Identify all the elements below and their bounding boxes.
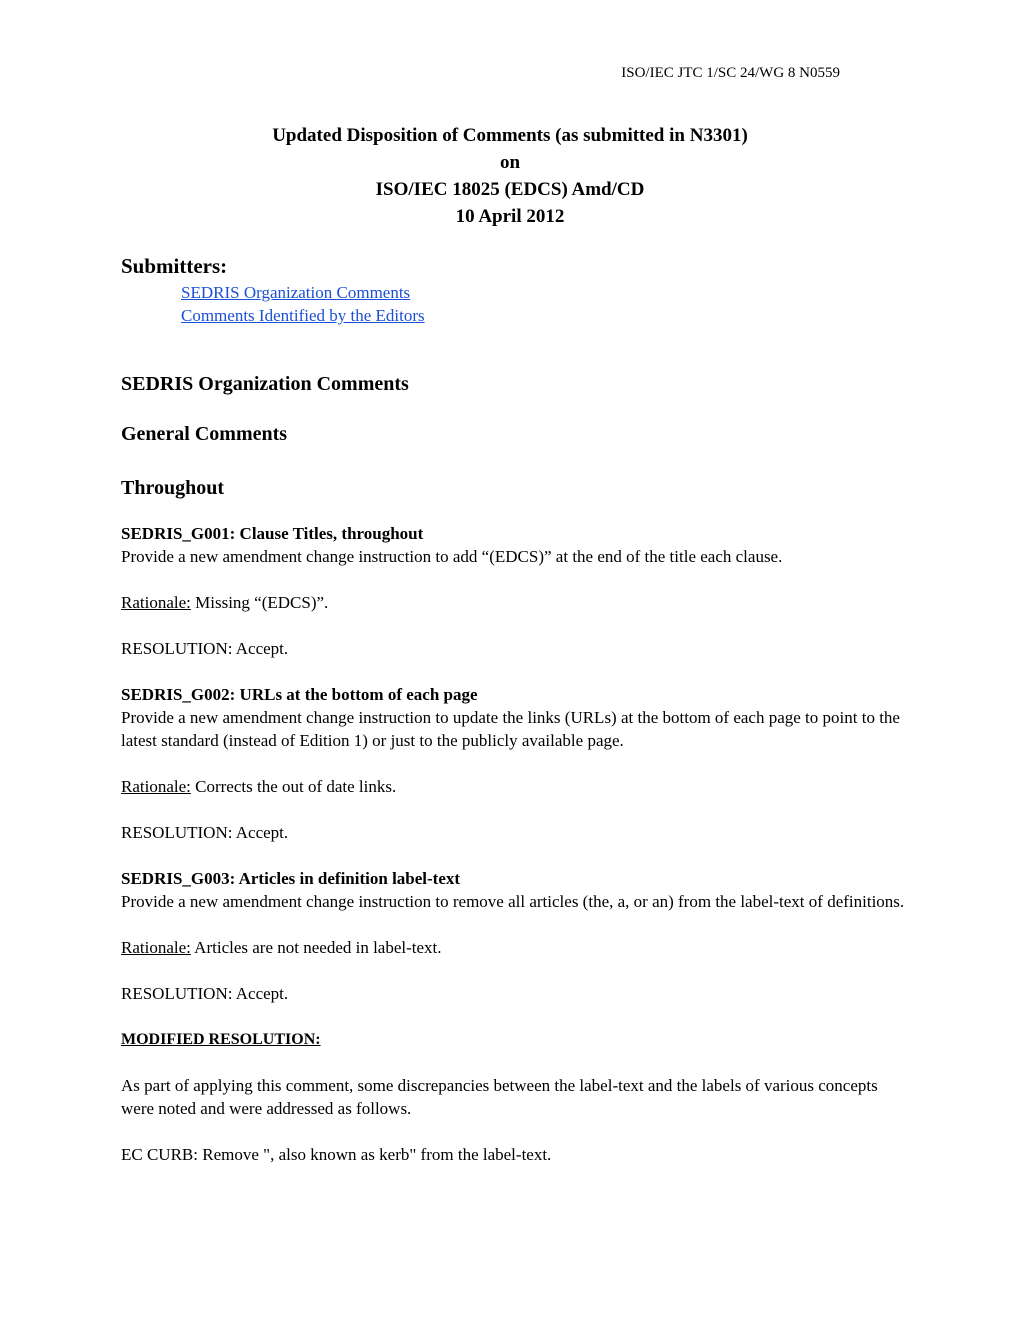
comment-title: SEDRIS_G003: Articles in definition label-text (121, 869, 461, 888)
rationale-text: Corrects the out of date links. (190, 777, 397, 796)
rationale-label: Rationale: (121, 938, 191, 957)
submitters-heading: Submitters: (121, 254, 228, 278)
title-line-1: Updated Disposition of Comments (as submitted in N3301) (272, 125, 748, 146)
comment-resolution: RESOLUTION: Accept. (121, 984, 289, 1003)
modified-resolution-heading: MODIFIED RESOLUTION: (121, 1031, 321, 1048)
title-line-4: 10 April 2012 (455, 206, 565, 227)
document-id: ISO/IEC JTC 1/SC 24/WG 8 N0559 (621, 65, 840, 81)
title-line-3: ISO/IEC 18025 (EDCS) Amd/CD (375, 179, 645, 200)
comment-rationale (121, 591, 911, 614)
modified-resolution-paragraph: As part of applying this comment, some discrepancies between the label-text and the labels of various concepts were noted and were addressed as follows. (121, 1076, 878, 1118)
rationale-label: Rationale: (121, 593, 191, 612)
comment-g002 (121, 683, 911, 867)
section-heading-throughout: Throughout (121, 477, 225, 499)
comment-g001 (121, 522, 911, 683)
ec-curb-note: EC CURB: Remove ", also known as kerb" from the label-text. (121, 1145, 552, 1164)
link-editor-comments[interactable]: Comments Identified by the Editors (181, 306, 425, 325)
comment-body: Provide a new amendment change instruction to add “(EDCS)” at the end of the title each clause. (121, 547, 783, 566)
title-line-2: on (499, 152, 521, 173)
submitters-section (121, 253, 425, 327)
comment-body: Provide a new amendment change instruction to update the links (URLs) at the bottom of each page to point to the latest standard (instead of Edition 1) or just to the publicly available page. (121, 708, 900, 750)
comment-resolution: RESOLUTION: Accept. (121, 823, 289, 842)
section-heading-org-comments: SEDRIS Organization Comments (121, 373, 409, 395)
comment-title: SEDRIS_G001: Clause Titles, throughout (121, 524, 424, 543)
link-sedris-organization-comments[interactable]: SEDRIS Organization Comments (181, 283, 411, 302)
main-content (121, 370, 911, 1166)
comment-rationale (121, 775, 911, 798)
section-heading-general-comments: General Comments (121, 423, 288, 445)
document-title (0, 122, 1020, 230)
comment-g003 (121, 867, 911, 1028)
rationale-text: Missing “(EDCS)”. (190, 593, 329, 612)
rationale-label: Rationale: (121, 777, 191, 796)
comment-resolution: RESOLUTION: Accept. (121, 639, 289, 658)
submitters-links (181, 281, 425, 327)
comment-rationale (121, 936, 911, 959)
comment-title: SEDRIS_G002: URLs at the bottom of each page (121, 685, 478, 704)
rationale-text: Articles are not needed in label-text. (190, 938, 442, 957)
comment-body: Provide a new amendment change instruction to remove all articles (the, a, or an) from the label-text of definitions. (121, 892, 905, 911)
